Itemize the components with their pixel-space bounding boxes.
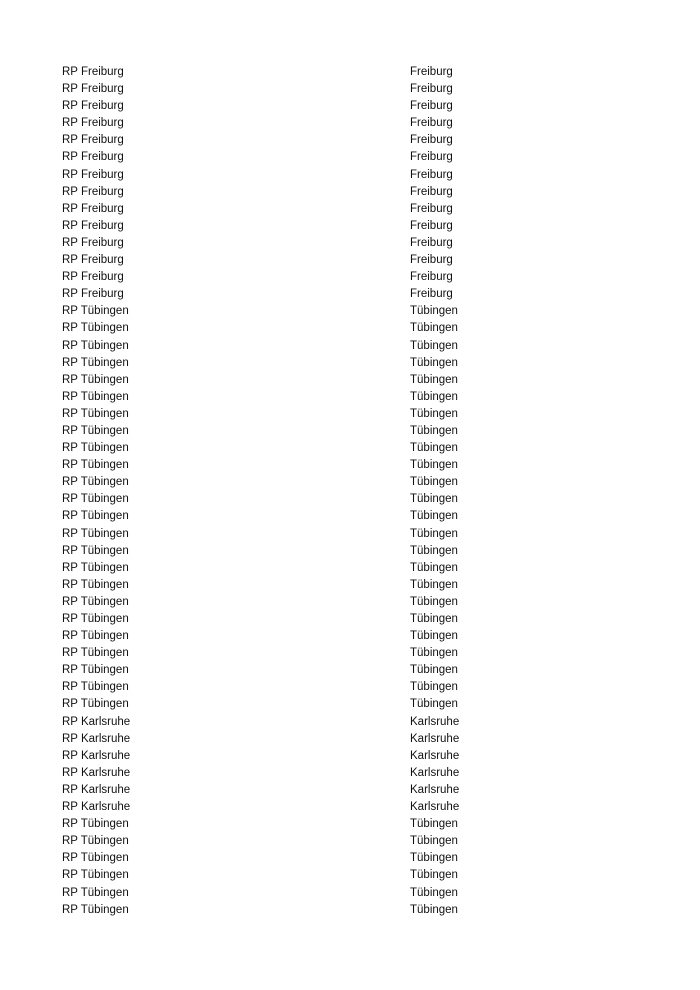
table-row xyxy=(62,662,482,679)
city-cell: Tübingen xyxy=(410,305,458,318)
region-cell: RP Freiburg xyxy=(62,66,124,78)
city-cell: Tübingen xyxy=(410,322,458,335)
table-row xyxy=(62,885,482,902)
city-cell: Tübingen xyxy=(410,852,458,865)
table-row xyxy=(62,696,482,713)
region-cell: RP Tübingen xyxy=(62,476,129,489)
city-cell: Tübingen xyxy=(410,476,458,489)
region-cell: RP Tübingen xyxy=(62,373,129,386)
region-cell: RP Tübingen xyxy=(62,681,129,694)
region-cell: RP Freiburg xyxy=(62,83,124,96)
city-cell: Tübingen xyxy=(410,903,458,916)
city-cell: Freiburg xyxy=(410,117,453,130)
region-cell: RP Karlsruhe xyxy=(62,801,131,814)
city-cell: Karlsruhe xyxy=(410,749,460,762)
table-row xyxy=(62,303,482,320)
region-cell: RP Karlsruhe xyxy=(62,715,131,728)
table-row xyxy=(62,902,482,919)
city-cell: Tübingen xyxy=(410,527,458,540)
table-row xyxy=(62,491,482,508)
table-row xyxy=(62,338,482,355)
table-row xyxy=(62,423,482,440)
city-cell: Karlsruhe xyxy=(410,801,460,814)
region-cell: RP Freiburg xyxy=(62,202,124,215)
table-row xyxy=(62,372,482,389)
table-row xyxy=(62,167,482,184)
city-cell: Tübingen xyxy=(410,424,458,437)
region-cell: RP Tübingen xyxy=(62,595,129,608)
table-row xyxy=(62,799,482,816)
table-row xyxy=(62,235,482,252)
city-cell: Tübingen xyxy=(410,698,458,711)
city-cell: Freiburg xyxy=(410,66,453,78)
city-cell: Karlsruhe xyxy=(410,715,460,728)
city-cell: Karlsruhe xyxy=(410,783,460,796)
region-cell: RP Karlsruhe xyxy=(62,749,131,762)
region-cell: RP Freiburg xyxy=(62,168,124,181)
table-row xyxy=(62,132,482,149)
table-row xyxy=(62,765,482,782)
table-row xyxy=(62,679,482,696)
table-row xyxy=(62,731,482,748)
table-row xyxy=(62,474,482,491)
city-cell: Karlsruhe xyxy=(410,732,460,745)
city-cell: Tübingen xyxy=(410,356,458,369)
city-cell: Freiburg xyxy=(410,202,453,215)
city-cell: Tübingen xyxy=(410,886,458,899)
city-cell: Tübingen xyxy=(410,459,458,472)
table-row xyxy=(62,252,482,269)
region-cell: RP Tübingen xyxy=(62,424,129,437)
city-cell: Tübingen xyxy=(410,442,458,455)
city-cell: Tübingen xyxy=(410,647,458,660)
region-cell: RP Tübingen xyxy=(62,578,129,591)
table-row xyxy=(62,714,482,731)
region-cell: RP Tübingen xyxy=(62,510,129,523)
table-row xyxy=(62,286,482,303)
city-cell: Tübingen xyxy=(410,390,458,403)
city-cell: Freiburg xyxy=(410,134,453,147)
city-cell: Freiburg xyxy=(410,254,453,267)
table-row xyxy=(62,833,482,850)
city-cell: Tübingen xyxy=(410,681,458,694)
region-cell: RP Freiburg xyxy=(62,134,124,147)
city-cell: Tübingen xyxy=(410,818,458,831)
table-row xyxy=(62,850,482,867)
table-row xyxy=(62,577,482,594)
region-cell: RP Tübingen xyxy=(62,698,129,711)
region-cell: RP Tübingen xyxy=(62,459,129,472)
table-row xyxy=(62,594,482,611)
table-row xyxy=(62,508,482,525)
region-cell: RP Freiburg xyxy=(62,117,124,130)
table-row xyxy=(62,149,482,166)
city-cell: Tübingen xyxy=(410,373,458,386)
table-row xyxy=(62,406,482,423)
region-cell: RP Tübingen xyxy=(62,356,129,369)
table-row xyxy=(62,218,482,235)
region-cell: RP Karlsruhe xyxy=(62,766,131,779)
table-row xyxy=(62,560,482,577)
table-row xyxy=(62,320,482,337)
city-cell: Freiburg xyxy=(410,151,453,164)
table-row xyxy=(62,64,482,81)
region-cell: RP Freiburg xyxy=(62,185,124,198)
region-cell: RP Tübingen xyxy=(62,852,129,865)
city-cell: Tübingen xyxy=(410,493,458,506)
region-cell: RP Tübingen xyxy=(62,390,129,403)
region-cell: RP Tübingen xyxy=(62,647,129,660)
city-cell: Tübingen xyxy=(410,835,458,848)
region-cell: RP Tübingen xyxy=(62,835,129,848)
table-row xyxy=(62,782,482,799)
table-row xyxy=(62,457,482,474)
city-cell: Freiburg xyxy=(410,185,453,198)
city-cell: Tübingen xyxy=(410,578,458,591)
region-cell: RP Tübingen xyxy=(62,544,129,557)
table-row xyxy=(62,201,482,218)
region-cell: RP Karlsruhe xyxy=(62,783,131,796)
city-cell: Freiburg xyxy=(410,83,453,96)
city-cell: Karlsruhe xyxy=(410,766,460,779)
table-row xyxy=(62,184,482,201)
table-row xyxy=(62,355,482,372)
region-cell: RP Tübingen xyxy=(62,630,129,643)
table-row xyxy=(62,115,482,132)
region-cell: RP Tübingen xyxy=(62,869,129,882)
city-cell: Freiburg xyxy=(410,168,453,181)
table-row xyxy=(62,81,482,98)
table-row xyxy=(62,543,482,560)
region-cell: RP Tübingen xyxy=(62,305,129,318)
city-cell: Tübingen xyxy=(410,630,458,643)
table-row xyxy=(62,611,482,628)
region-cell: RP Tübingen xyxy=(62,886,129,899)
region-cell: RP Tübingen xyxy=(62,527,129,540)
city-cell: Tübingen xyxy=(410,869,458,882)
city-cell: Freiburg xyxy=(410,271,453,284)
table-row xyxy=(62,748,482,765)
city-cell: Freiburg xyxy=(410,100,453,113)
table-row xyxy=(62,98,482,115)
region-cell: RP Tübingen xyxy=(62,339,129,352)
city-cell: Tübingen xyxy=(410,339,458,352)
city-cell: Tübingen xyxy=(410,613,458,625)
city-cell: Freiburg xyxy=(410,236,453,249)
region-cell: RP Tübingen xyxy=(62,442,129,455)
table-row xyxy=(62,440,482,457)
region-cell: RP Tübingen xyxy=(62,664,129,677)
region-cell: RP Tübingen xyxy=(62,613,129,625)
table-row xyxy=(62,526,482,543)
region-cell: RP Freiburg xyxy=(62,254,124,267)
region-cell: RP Tübingen xyxy=(62,818,129,831)
region-cell: RP Tübingen xyxy=(62,493,129,506)
region-cell: RP Freiburg xyxy=(62,236,124,249)
city-cell: Tübingen xyxy=(410,595,458,608)
city-cell: Tübingen xyxy=(410,544,458,557)
table-row xyxy=(62,816,482,833)
region-cell: RP Freiburg xyxy=(62,151,124,164)
region-cell: RP Freiburg xyxy=(62,288,124,301)
city-cell: Tübingen xyxy=(410,407,458,420)
city-cell: Tübingen xyxy=(410,510,458,523)
city-cell: Tübingen xyxy=(410,561,458,574)
region-cell: RP Freiburg xyxy=(62,219,124,232)
city-cell: Freiburg xyxy=(410,288,453,301)
table-row xyxy=(62,645,482,662)
region-cell: RP Freiburg xyxy=(62,100,124,113)
data-rows xyxy=(62,64,482,919)
region-cell: RP Tübingen xyxy=(62,903,129,916)
region-cell: RP Tübingen xyxy=(62,561,129,574)
table-row xyxy=(62,867,482,884)
region-cell: RP Karlsruhe xyxy=(62,732,131,745)
table-row xyxy=(62,628,482,645)
region-cell: RP Tübingen xyxy=(62,322,129,335)
city-cell: Tübingen xyxy=(410,664,458,677)
region-cell: RP Tübingen xyxy=(62,407,129,420)
city-cell: Freiburg xyxy=(410,219,453,232)
table-row xyxy=(62,269,482,286)
region-cell: RP Freiburg xyxy=(62,271,124,284)
table-row xyxy=(62,389,482,406)
